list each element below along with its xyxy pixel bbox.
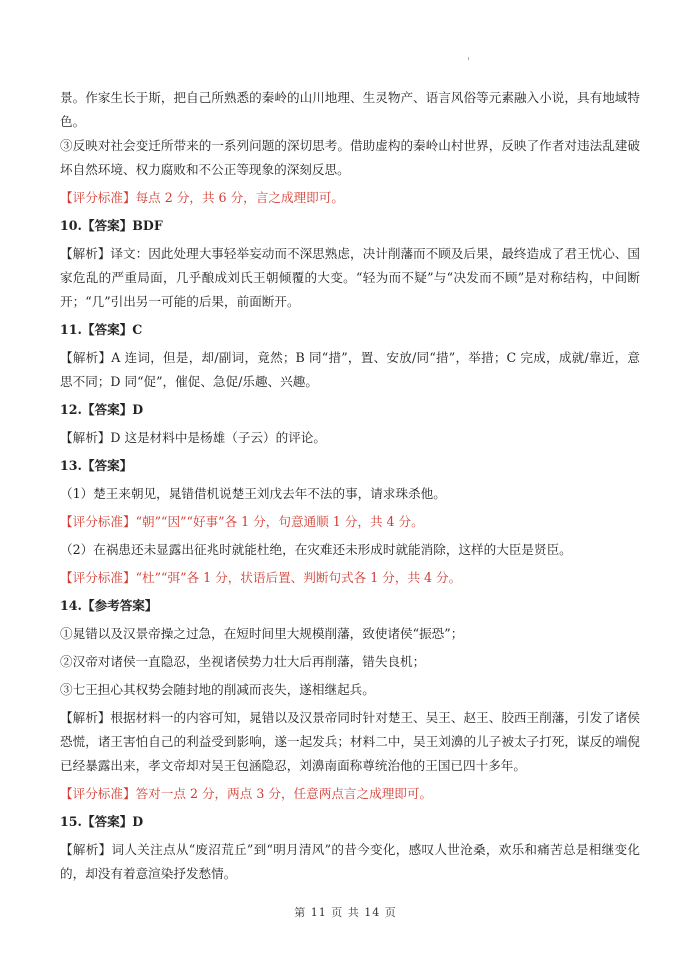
- q14-analysis: 【解析】根据材料一的内容可知，晁错以及汉景帝同时针对楚王、吴王、赵王、胶西王削藩，引发了诸侯恐慌，诸王害怕自己的利益受到影响，遂一起发兵；材料二中，吴王刘濞的儿子被太子打死，谋反的端倪已经暴露出来，孝文帝却对吴王包涵隐忍，刘濞南面称尊统治他的王国已四十多年。: [60, 710, 640, 773]
- q11-answer: 11.【答案】C: [60, 322, 143, 337]
- point-3: ③反映对社会变迁所带来的一系列问题的深切思考。借助虚构的秦岭山村世界，反映了作者对违法乱建破坏自然环境、权力腐败和不公正等现象的深刻反思。: [60, 138, 640, 177]
- q13-scoring-2: 【评分标准】“杜”“弭”各 1 分，状语后置、判断句式各 1 分，共 4 分。: [60, 570, 462, 585]
- q10-answer: 10.【答案】BDF: [60, 218, 163, 233]
- q14-answer: 14.【参考答案】: [60, 598, 158, 613]
- q14-point-1: ①晁错以及汉景帝操之过急，在短时间里大规模削藩，致使诸侯“振恐”；: [60, 626, 464, 641]
- paragraph-continuation: 景。作家生长于斯，把自己所熟悉的秦岭的山川地理、生灵物产、语言风俗等元素融入小说，具有地域特色。: [60, 90, 640, 129]
- q12-analysis: 【解析】D 这是材料中是杨雄（子云）的评论。: [60, 430, 326, 445]
- q13-scoring-1: 【评分标准】“朝”“因”“好事”各 1 分，句意通顺 1 分，共 4 分。: [60, 514, 424, 529]
- scan-speck: [468, 57, 469, 60]
- q14-point-2: ②汉帝对诸侯一直隐忍，坐视诸侯势力壮大后再削藩，错失良机；: [60, 654, 426, 669]
- q13-part2: （2）在祸患还未显露出征兆时就能杜绝，在灾难还未形成时就能消除，这样的大臣是贤臣。: [60, 542, 572, 557]
- scoring-standard-9: 【评分标准】每点 2 分，共 6 分，言之成理即可。: [60, 190, 344, 205]
- page-number-footer: 第 11 页 共 14 页: [294, 906, 397, 919]
- answer-content: [60, 86, 640, 890]
- q10-analysis: 【解析】译文：因此处理大事轻举妄动而不深思熟虑，决计削藩而不顾及后果，最终造成了君王忧心、国家危乱的严重局面，几乎酿成刘氏王朝倾覆的大变。“轻为而不疑”与“决发而不顾”是对称结构，中间断开；“几”引出另一可能的后果，前面断开。: [60, 246, 640, 309]
- q13-part1: （1）楚王来朝见，晁错借机说楚王刘戊去年不法的事，请求珠杀他。: [60, 486, 446, 501]
- q14-point-3: ③七王担心其权势会随封地的削减而丧失，遂相继起兵。: [60, 682, 375, 697]
- q11-analysis: 【解析】A 连词，但是，却/副词，竟然；B 同“措”，置、安放/同“措”，举措；C 完成，成就/靠近，意思不同；D 同“促”，催促、急促/乐趣、兴趣。: [60, 350, 640, 389]
- q14-scoring: 【评分标准】答对一点 2 分，两点 3 分，任意两点言之成理即可。: [60, 786, 433, 801]
- q15-answer: 15.【答案】D: [60, 814, 144, 829]
- q15-analysis: 【解析】词人关注点从“废沼荒丘”到“明月清风”的昔今变化，感叹人世沧桑，欢乐和痛苦总是相继变化的，却没有着意渲染抒发愁情。: [60, 842, 640, 881]
- q12-answer: 12.【答案】D: [60, 402, 144, 417]
- q13-answer: 13.【答案】: [60, 458, 133, 473]
